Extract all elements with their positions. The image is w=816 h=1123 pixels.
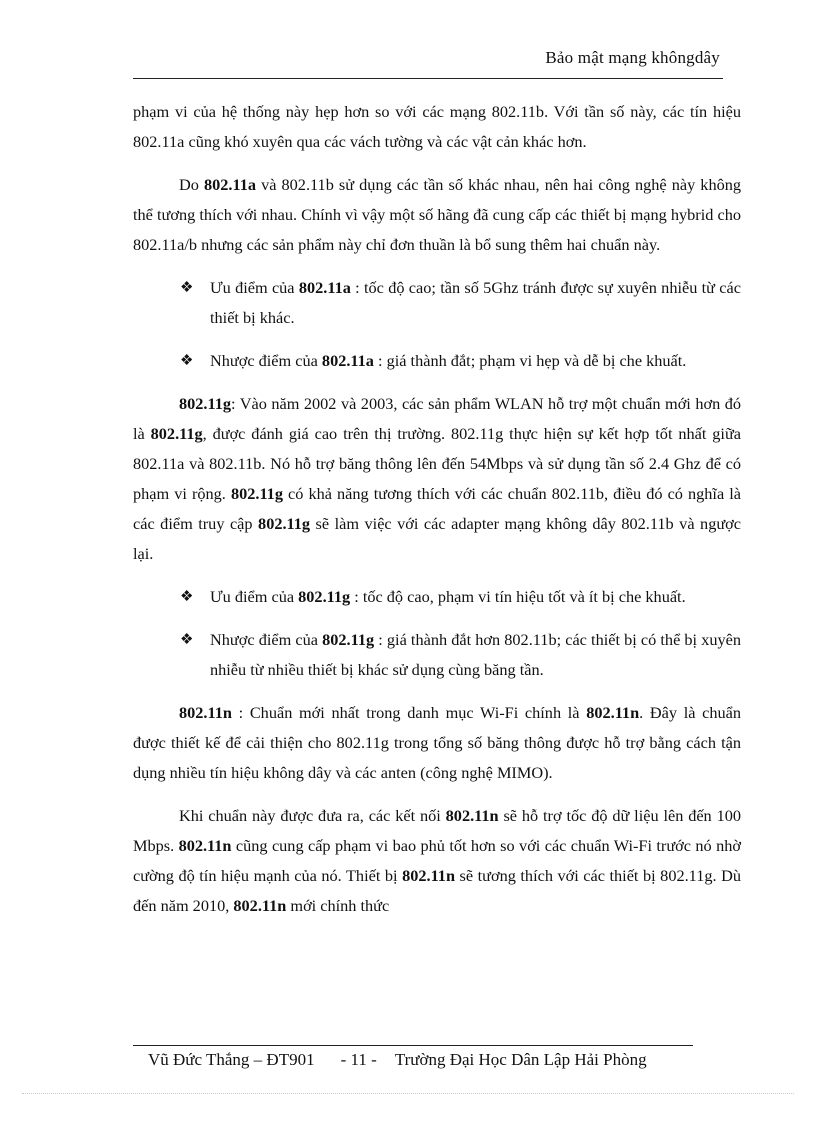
paragraph-3: 802.11g: Vào năm 2002 và 2003, các sản phẩm WLAN hỗ trợ một chuẩn mới hơn đó là 802.11g, được đánh giá cao trên thị trường. 802.11g thực hiện sự kết hợp tốt nhất giữa 802.11a và 802.11b. Nó hỗ trợ băng thông lên đến 54Mbps và sử dụng tần số 2.4 Ghz để có phạm vi rộng. 802.11g có khả năng tương thích với các chuẩn 802.11b, điều đó có nghĩa là các điểm truy cập 802.11g sẽ làm việc với các adapter mạng không dây 802.11b và ngược lại. <box>133 394 742 563</box>
bullet-text: Nhược điểm của 802.11a : giá thành đắt; phạm vi hẹp và dễ bị che khuất. <box>210 351 687 370</box>
paragraph-1 <box>133 97 741 157</box>
diamond-bullet-icon: ❖ <box>180 632 194 648</box>
paragraph-text: phạm vi của hệ thống này hẹp hơn so với các mạng 802.11b. Với tần số này, các tín hiệu 802.11a cũng khó xuyên qua các vách tường và các vật cản khác hơn. <box>133 102 741 151</box>
diamond-bullet-icon: ❖ <box>180 353 194 369</box>
paragraph-4: 802.11n : Chuẩn mới nhất trong danh mục Wi-Fi chính là 802.11n. Đây là chuẩn được thiết kế để cải thiện cho 802.11g trong tổng số băng thông được hỗ trợ bằng cách tận dụng nhiều tín hiệu không dây và các anten (công nghệ MIMO). <box>133 703 742 782</box>
page-edge-divider <box>22 1093 794 1094</box>
footer-author: Vũ Đức Thắng – ĐT901 <box>148 1050 315 1069</box>
bullet-item-advantages-a <box>180 273 741 333</box>
bullet-text: Ưu điểm của 802.11g : tốc độ cao, phạm vi tín hiệu tốt và ít bị che khuất. <box>210 587 686 606</box>
paragraph-5: Khi chuẩn này được đưa ra, các kết nối 802.11n sẽ hỗ trợ tốc độ dữ liệu lên đến 100 Mbps. 802.11n cũng cung cấp phạm vi bao phủ tốt hơn so với các chuẩn Wi-Fi trước nó nhờ cường độ tín hiệu mạnh của nó. Thiết bị 802.11n sẽ tương thích với các thiết bị 802.11g. Dù đến năm 2010, 802.11n mới chính thức <box>133 806 741 915</box>
paragraph-2 <box>133 170 741 260</box>
bullet-item-disadvantages-g <box>180 625 741 685</box>
footer-divider <box>133 1045 693 1046</box>
bullet-text: Nhược điểm của 802.11g : giá thành đắt hơn 802.11b; các thiết bị có thể bị xuyên nhiễu từ nhiều thiết bị khác sử dụng cùng băng tần. <box>210 630 742 679</box>
standard-term: 802.11g <box>179 394 232 413</box>
page-footer <box>148 1050 647 1070</box>
diamond-bullet-icon: ❖ <box>180 589 194 605</box>
page-number: - 11 - <box>340 1050 377 1069</box>
footer-school: Trường Đại Học Dân Lập Hải Phòng <box>394 1050 647 1069</box>
header-title: Bảo mật mạng khôngdây <box>545 48 720 67</box>
diamond-bullet-icon: ❖ <box>180 280 194 296</box>
bullet-item-advantages-g <box>180 582 741 612</box>
header-divider <box>133 78 723 79</box>
paragraph-text: và 802.11b sử dụng các tần số khác nhau, nên hai công nghệ này không thể tương thích với nhau. Chính vì vậy một số hãng đã cung cấp các thiết bị mạng hybrid cho 802.11a/b nhưng các sản phẩm này chỉ đơn thuần là bổ sung thêm hai chuẩn này. <box>133 175 742 254</box>
paragraph-text: Do <box>179 175 204 194</box>
standard-term: 802.11n <box>179 703 232 722</box>
standard-term: 802.11a <box>203 175 256 194</box>
bullet-text: Ưu điểm của 802.11a : tốc độ cao; tần số 5Ghz tránh được sự xuyên nhiễu từ các thiết bị khác. <box>210 278 741 327</box>
bullet-item-disadvantages-a <box>180 346 741 376</box>
document-body <box>133 97 741 934</box>
